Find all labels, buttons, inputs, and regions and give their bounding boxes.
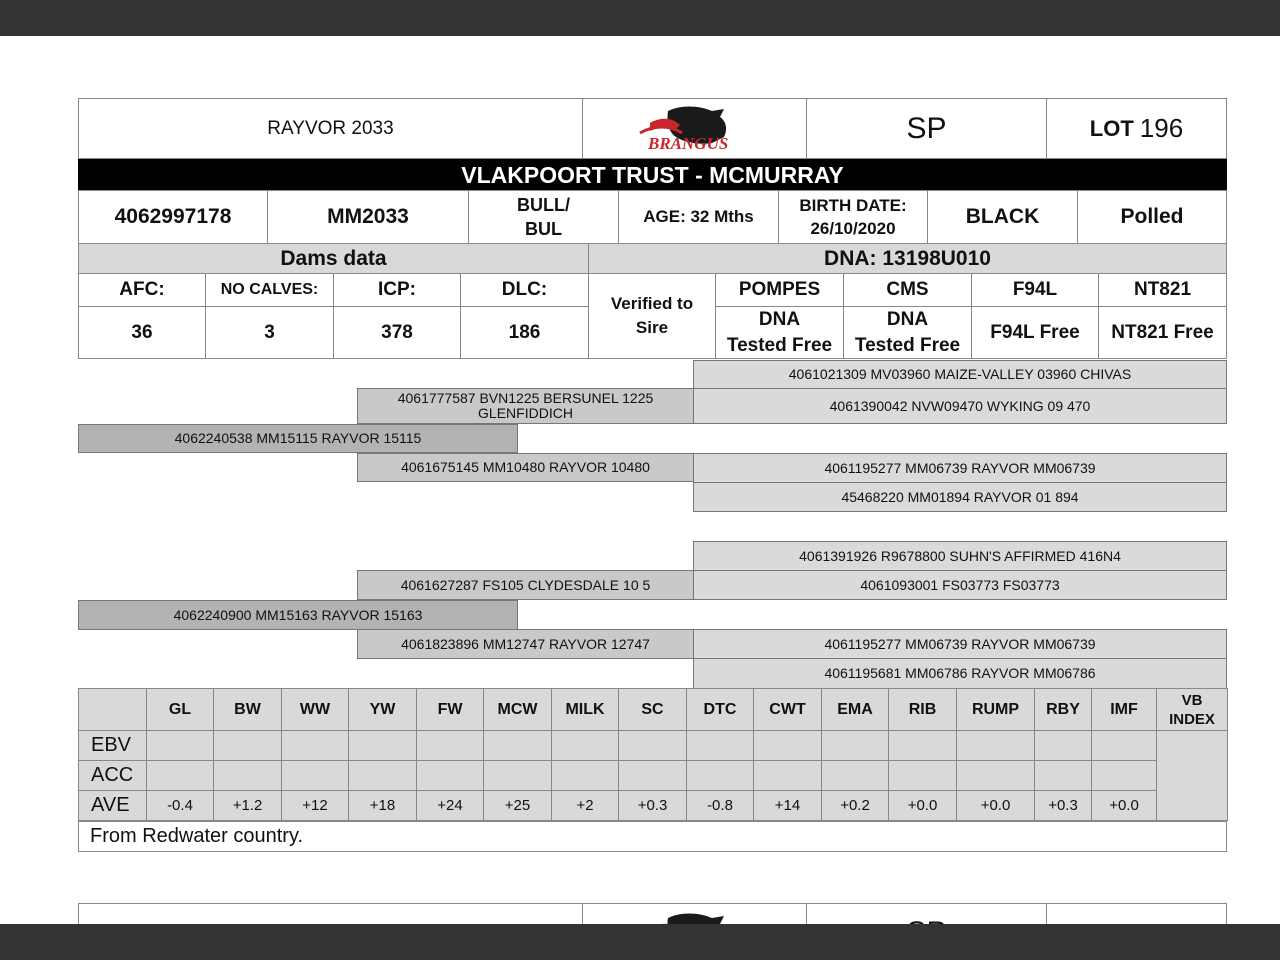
icp-label: ICP: xyxy=(378,279,416,300)
ebv-column-header: FW xyxy=(417,689,484,731)
ebv-column-header: WW xyxy=(282,689,349,731)
ebv-column-header: BW xyxy=(214,689,282,731)
dams-data-heading xyxy=(78,243,589,274)
ebv-column-header: IMF xyxy=(1092,689,1157,731)
lot-number: 196 xyxy=(1139,113,1184,143)
dna-heading xyxy=(588,243,1227,274)
icp-value-cell xyxy=(333,306,461,359)
remark xyxy=(78,821,1227,852)
ave-value: +14 xyxy=(754,791,822,821)
vb-index-value xyxy=(1157,731,1228,821)
ebv-value xyxy=(754,731,822,761)
pedigree-sire: 4062240538 MM15115 RAYVOR 15115 xyxy=(78,424,518,453)
dlc-label: DLC: xyxy=(501,279,548,300)
ebv-value xyxy=(957,731,1035,761)
dams-data-title: Dams data xyxy=(280,246,387,270)
dna-title: DNA: 13198U010 xyxy=(824,246,991,270)
ebv-value xyxy=(1035,731,1092,761)
ebv-column-header: YW xyxy=(349,689,417,731)
acc-value xyxy=(889,761,957,791)
pompes-result: DNA Tested Free xyxy=(726,308,833,356)
acc-value xyxy=(349,761,417,791)
acc-value xyxy=(214,761,282,791)
animal-name-cell xyxy=(78,98,583,159)
tag: MM2033 xyxy=(327,205,409,228)
colour: BLACK xyxy=(965,205,1040,228)
viewer-bottom-bar xyxy=(0,924,1280,960)
ave-value: +0.0 xyxy=(1092,791,1157,821)
nt821-header xyxy=(1098,273,1227,307)
pedigree-dam-dam-dam: 4061195681 MM06786 RAYVOR MM06786 xyxy=(693,658,1227,689)
ave-value: +0.3 xyxy=(1035,791,1092,821)
ebv-row-label: EBV xyxy=(79,731,147,761)
ebv-value xyxy=(484,731,552,761)
afc-header xyxy=(78,273,206,307)
ebv-value xyxy=(1092,731,1157,761)
acc-value xyxy=(687,761,754,791)
horn-status-cell xyxy=(1077,190,1227,244)
ebv-column-header: DTC xyxy=(687,689,754,731)
pedigree-sire-dam-sire: 4061195277 MM06739 RAYVOR MM06739 xyxy=(693,453,1227,483)
dlc-value: 186 xyxy=(508,321,541,343)
acc-row xyxy=(79,761,1228,791)
logo-text: BRANGUS xyxy=(647,133,728,153)
age-cell xyxy=(618,190,779,244)
f94l-header xyxy=(971,273,1099,307)
acc-value xyxy=(147,761,214,791)
pedigree-dam-sire-dam: 4061093001 FS03773 FS03773 xyxy=(693,570,1227,600)
acc-value xyxy=(619,761,687,791)
cms-result-cell xyxy=(843,306,972,359)
birth-date: BIRTH DATE: 26/10/2020 xyxy=(799,196,907,238)
no-calves-value: 3 xyxy=(264,321,275,343)
pedigree-sire-dam-dam: 45468220 MM01894 RAYVOR 01 894 xyxy=(693,482,1227,512)
birth-date-cell xyxy=(778,190,928,244)
ave-value: +18 xyxy=(349,791,417,821)
dlc-value-cell xyxy=(460,306,589,359)
afc-label: AFC: xyxy=(119,279,165,300)
ave-row-label: AVE xyxy=(79,791,147,821)
no-calves-label: NO CALVES: xyxy=(220,281,319,298)
pedigree-dam: 4062240900 MM15163 RAYVOR 15163 xyxy=(78,600,518,630)
no-calves-value-cell xyxy=(205,306,334,359)
acc-value xyxy=(552,761,619,791)
ave-value: +2 xyxy=(552,791,619,821)
f94l-label: F94L xyxy=(1012,279,1058,300)
sex: BULL/ BUL xyxy=(517,195,570,239)
pompes-result-cell xyxy=(715,306,844,359)
colour-cell xyxy=(927,190,1078,244)
ave-value: +0.3 xyxy=(619,791,687,821)
lot-cell xyxy=(1046,98,1227,159)
ave-value: +0.0 xyxy=(957,791,1035,821)
cms-header xyxy=(843,273,972,307)
ave-value: +25 xyxy=(484,791,552,821)
pompes-header xyxy=(715,273,844,307)
acc-value xyxy=(417,761,484,791)
ave-value: -0.4 xyxy=(147,791,214,821)
pedigree-sire-dam: 4061675145 MM10480 RAYVOR 10480 xyxy=(357,453,694,482)
pedigree-dam-dam: 4061823896 MM12747 RAYVOR 12747 xyxy=(357,629,694,659)
ave-value: +12 xyxy=(282,791,349,821)
ebv-column-header: MILK xyxy=(552,689,619,731)
tag-cell xyxy=(267,190,469,244)
ebv-column-header: MCW xyxy=(484,689,552,731)
f94l-result-cell xyxy=(971,306,1099,359)
pedigree-dam-dam-sire: 4061195277 MM06739 RAYVOR MM06739 xyxy=(693,629,1227,659)
acc-value xyxy=(1092,761,1157,791)
pompes-label: POMPES xyxy=(738,279,821,300)
icp-value: 378 xyxy=(381,321,413,343)
ave-value: +1.2 xyxy=(214,791,282,821)
breeder-title xyxy=(78,159,1227,191)
ebv-value xyxy=(619,731,687,761)
id-number: 4062997178 xyxy=(114,205,232,228)
grade: SP xyxy=(906,111,947,145)
breeder-name: VLAKPOORT TRUST - MCMURRAY xyxy=(461,161,844,188)
ave-row xyxy=(79,791,1228,821)
ebv-value xyxy=(282,731,349,761)
dlc-header xyxy=(460,273,589,307)
remark-text: From Redwater country. xyxy=(90,825,304,847)
acc-value xyxy=(282,761,349,791)
animal-name: RAYVOR 2033 xyxy=(267,117,394,139)
ebv-value xyxy=(687,731,754,761)
nt821-label: NT821 xyxy=(1133,279,1192,300)
ave-value: +24 xyxy=(417,791,484,821)
ebv-value xyxy=(552,731,619,761)
acc-value xyxy=(754,761,822,791)
ebv-column-header: RUMP xyxy=(957,689,1035,731)
horn-status: Polled xyxy=(1120,205,1184,228)
ebv-column-header: EMA xyxy=(822,689,889,731)
acc-row-label: ACC xyxy=(79,761,147,791)
nt821-result-cell xyxy=(1098,306,1227,359)
ave-value: -0.8 xyxy=(687,791,754,821)
ebv-column-header: GL xyxy=(147,689,214,731)
ebv-value xyxy=(417,731,484,761)
acc-value xyxy=(484,761,552,791)
f94l-result: F94L Free xyxy=(990,321,1080,343)
ebv-value xyxy=(822,731,889,761)
vb-index-header: VB INDEX xyxy=(1157,689,1228,731)
pedigree-sire-sire-dam: 4061390042 NVW09470 WYKING 09 470 xyxy=(693,388,1227,424)
pedigree-dam-sire-sire: 4061391926 R9678800 SUHN'S AFFIRMED 416N4 xyxy=(693,541,1227,571)
ebv-corner-cell xyxy=(79,689,147,731)
cms-result: DNA Tested Free xyxy=(854,308,961,356)
acc-value xyxy=(1035,761,1092,791)
acc-value xyxy=(957,761,1035,791)
ebv-value xyxy=(214,731,282,761)
no-calves-header xyxy=(205,273,334,307)
pedigree-sire-sire: 4061777587 BVN1225 BERSUNEL 1225 GLENFIDDICH xyxy=(357,388,694,424)
ebv-column-header: RIB xyxy=(889,689,957,731)
ave-value: +0.2 xyxy=(822,791,889,821)
ebv-value xyxy=(147,731,214,761)
ave-value: +0.0 xyxy=(889,791,957,821)
verified-text: Verified to Sire xyxy=(610,294,694,337)
pedigree-sire-sire-sire: 4061021309 MV03960 MAIZE-VALLEY 03960 CHIVAS xyxy=(693,360,1227,389)
ebv-column-header: CWT xyxy=(754,689,822,731)
lot-label: LOT xyxy=(1089,115,1134,141)
ebv-table xyxy=(78,688,1228,821)
nt821-result: NT821 Free xyxy=(1111,321,1214,343)
afc-value: 36 xyxy=(131,321,153,343)
ebv-column-header: SC xyxy=(619,689,687,731)
icp-header xyxy=(333,273,461,307)
ebv-header-row xyxy=(79,689,1228,731)
ebv-value xyxy=(349,731,417,761)
grade-cell xyxy=(806,98,1047,159)
acc-value xyxy=(822,761,889,791)
cms-label: CMS xyxy=(886,279,929,300)
pedigree-dam-sire: 4061627287 FS105 CLYDESDALE 10 5 xyxy=(357,570,694,600)
verified-cell xyxy=(588,273,716,359)
ebv-value xyxy=(889,731,957,761)
afc-value-cell xyxy=(78,306,206,359)
id-number-cell xyxy=(78,190,268,244)
age: AGE: 32 Mths xyxy=(643,207,754,226)
sex-cell xyxy=(468,190,619,244)
ebv-row xyxy=(79,731,1228,761)
viewer-top-bar xyxy=(0,0,1280,36)
brangus-logo xyxy=(620,103,770,155)
brangus-logo-cell xyxy=(582,98,807,159)
ebv-column-header: RBY xyxy=(1035,689,1092,731)
